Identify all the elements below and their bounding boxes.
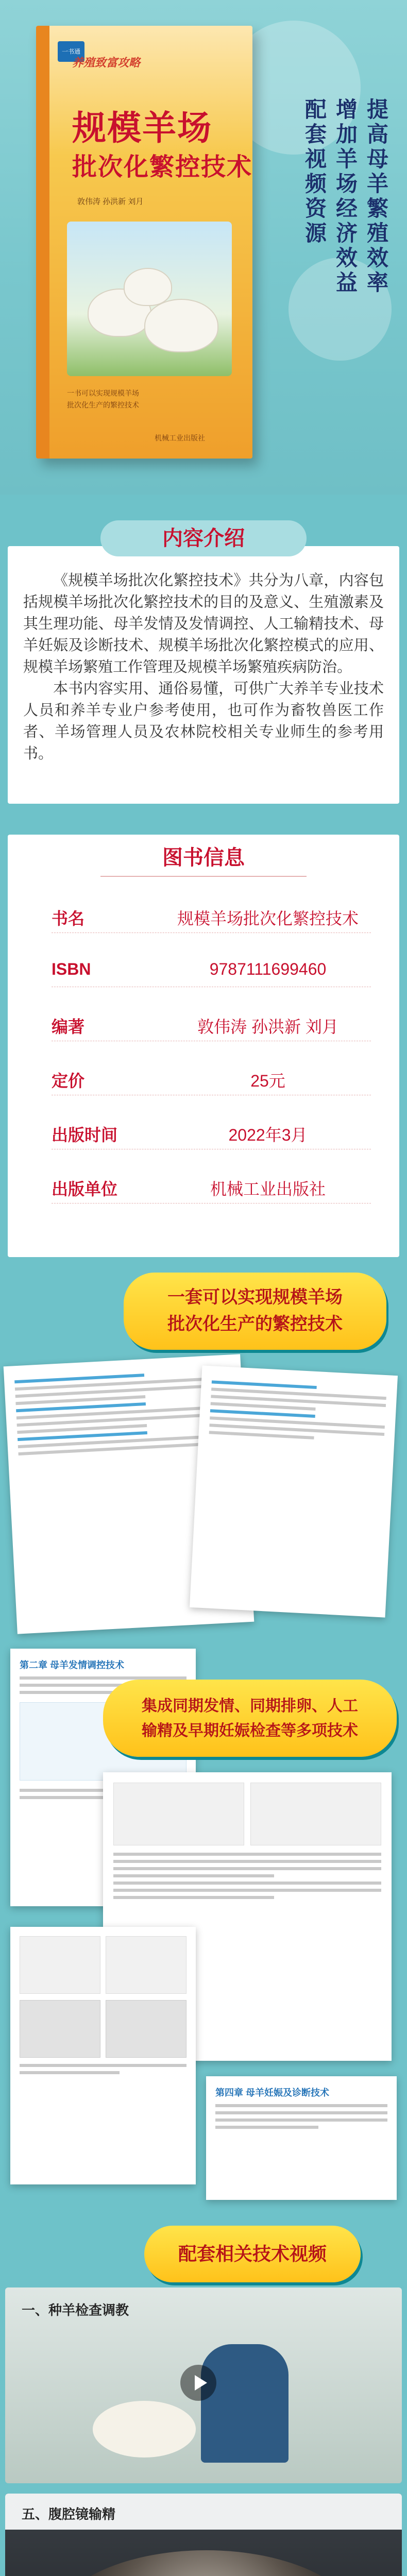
figure-row (113, 1783, 381, 1845)
content-page-left-2 (10, 1927, 196, 2184)
intro-paragraph: 《规模羊场批次化繁控技术》共分为八章，内容包括规模羊场批次化繁控技术的目的及意义、生殖激素及其生理功能、母羊发情及发情调控、人工输精技术、母羊妊娠及诊断技术、规模羊场批次化繁控模式的应用、规模羊场繁殖工作管理及规模羊场繁殖疾病防治。 (23, 571, 384, 675)
banner-line: 输精及早期妊娠检查等多项技术 (142, 1722, 358, 1740)
text-line (113, 1889, 381, 1892)
banner-line: 批次化生产的繁控技术 (167, 1314, 343, 1334)
text-line (215, 2111, 387, 2114)
text-line (113, 1882, 381, 1885)
book-logo: 一书通 (58, 41, 84, 62)
info-row-isbn (52, 951, 371, 987)
toc-line (211, 1402, 316, 1411)
book-publisher: 机械工业出版社 (155, 434, 205, 442)
book-tags (67, 386, 222, 412)
book-authors: 敦伟涛 孙洪新 刘月 (77, 197, 144, 206)
book-title-line2: 批次化繁控技术 (72, 152, 252, 181)
slogan-2: 增加羊场经济效益 (333, 98, 358, 296)
info-value: 25元 (250, 1072, 285, 1090)
toc-page-right (190, 1365, 398, 1617)
info-label: 出版时间 (52, 1126, 118, 1144)
book-title-line1: 规模羊场 (72, 108, 212, 148)
slogan-1: 提高母羊繁殖效率 (364, 98, 389, 296)
video-player-1[interactable] (5, 2287, 402, 2483)
play-button[interactable] (180, 2365, 216, 2401)
toc-line (212, 1380, 317, 1389)
intro-heading: 内容介绍 (100, 520, 307, 556)
page-heading: 第四章 母羊妊娠及诊断技术 (215, 2088, 329, 2098)
toc-line (210, 1409, 315, 1418)
info-label: 定价 (52, 1072, 85, 1090)
text-line (215, 2126, 318, 2129)
book-cover (36, 26, 252, 459)
text-line (113, 1896, 274, 1899)
intro-paragraph: 本书内容实用、通俗易懂，可供广大养羊专业技术人员和养羊专业户参考使用，也可作为畜牧兽医工作者、羊场管理人员及农林院校相关专业师生的参考用书。 (23, 680, 384, 762)
book-series: 养殖致富攻略 (72, 56, 141, 69)
figure-placeholder (20, 2000, 100, 2058)
video-player-2[interactable] (5, 2494, 402, 2576)
divider (100, 876, 307, 877)
book-cover-photo (67, 222, 232, 376)
content-page-right-2 (206, 2076, 397, 2200)
toc-line (209, 1431, 314, 1439)
video-sheep (93, 2401, 196, 2458)
info-label: 书名 (52, 909, 85, 928)
figure-row (20, 2000, 186, 2058)
info-value: 2022年3月 (228, 1126, 308, 1144)
slogan-3: 配套视频资源 (302, 98, 327, 246)
book-tag: 批次化生产的繁控技术 (67, 401, 139, 409)
book-tag: 一书可以实现规模羊场 (67, 389, 139, 397)
banner-line: 一套可以实现规模羊场 (167, 1287, 343, 1308)
video-title: 五、腹腔镜输精 (22, 2506, 116, 2522)
text-line (113, 1867, 381, 1870)
text-line (113, 1853, 381, 1856)
text-line (113, 1874, 274, 1877)
figure-placeholder (106, 2000, 186, 2058)
figure-placeholder (20, 1936, 100, 1994)
info-value: 规模羊场批次化繁控技术 (177, 909, 359, 928)
info-label: ISBN (52, 960, 91, 978)
video-title: 一、种羊检查调教 (22, 2302, 129, 2318)
page-heading: 第二章 母羊发情调控技术 (20, 1660, 124, 1670)
figure-row (20, 1936, 186, 1994)
text-line (113, 1860, 381, 1863)
info-value: 9787111699460 (209, 960, 327, 978)
text-line (20, 2064, 186, 2067)
text-line (215, 2119, 387, 2122)
info-row-date (52, 1113, 371, 1149)
figure-placeholder (106, 1936, 186, 1994)
video-banner: 配套相关技术视频 (144, 2226, 361, 2282)
intro-text (23, 569, 384, 764)
banner-line: 集成同期发情、同期排卵、人工 (142, 1697, 358, 1715)
sheep-figure (124, 268, 172, 306)
info-value: 敦伟涛 孙洪新 刘月 (197, 1018, 338, 1036)
figure-placeholder (113, 1783, 244, 1845)
tech-banner (103, 1680, 397, 1757)
info-row-price (52, 1059, 371, 1095)
text-line (215, 2104, 387, 2107)
info-row-authors (52, 1005, 371, 1041)
text-line (20, 2071, 120, 2074)
book-info-heading: 图书信息 (162, 845, 245, 870)
video-person (201, 2344, 289, 2463)
book-spine (36, 26, 49, 459)
info-value: 机械工业出版社 (210, 1180, 326, 1198)
figure-placeholder (250, 1783, 381, 1845)
sheep-figure (144, 299, 218, 352)
info-row-title (52, 896, 371, 933)
info-label: 编著 (52, 1018, 85, 1036)
toc-banner (124, 1273, 386, 1350)
info-row-publisher (52, 1167, 371, 1204)
info-label: 出版单位 (52, 1180, 118, 1198)
laparoscope-view (52, 2550, 361, 2576)
play-icon (180, 2365, 216, 2401)
